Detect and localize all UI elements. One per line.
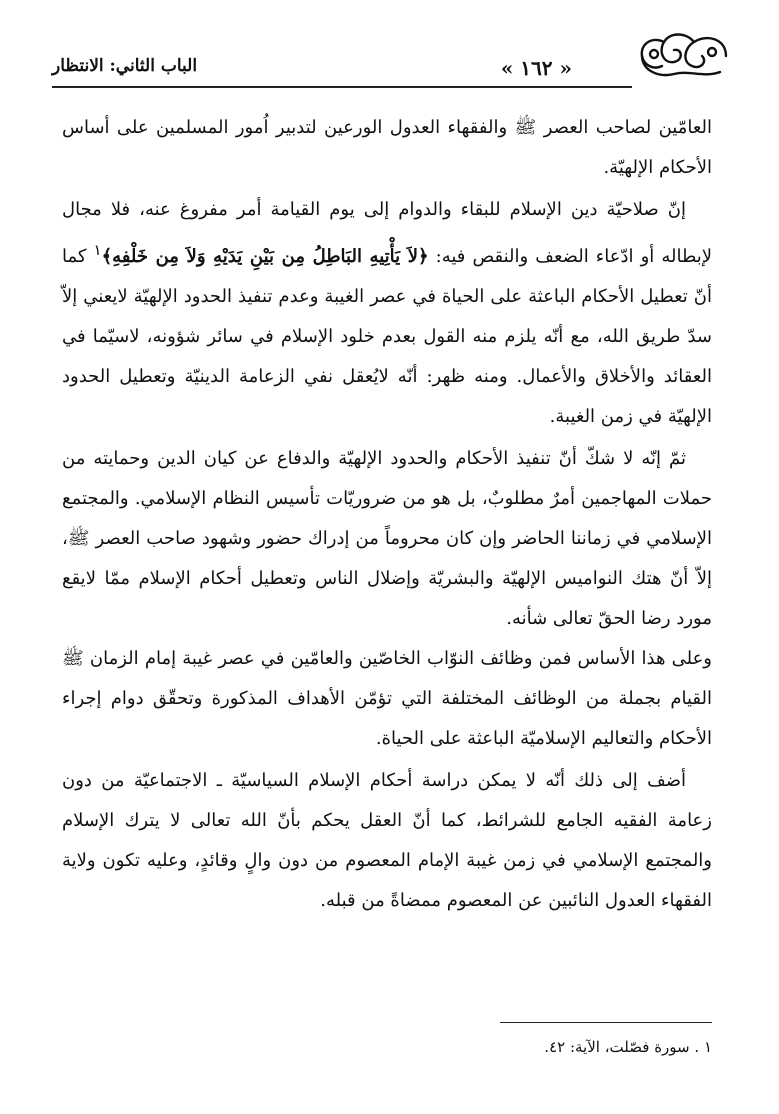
main-text [62,108,712,921]
page-number: « ١٦٢ » [500,56,572,80]
page-header [52,26,728,86]
footnote-divider [500,1022,712,1023]
footnote-ref: ١ [93,241,102,259]
paragraph: وعلى هذا الأساس فمن وظائف النوّاب الخاصّين والعامّين في عصر غيبة إمام الزمان ﷺ القيام بجملة من الوظائف المختلفة التي تؤمّن الأهداف المذكورة وتحقّق دوام إجراء الأحكام والتعاليم الإسلاميّة الباعثة على الحياة. [62,648,712,749]
paragraph: ثمّ إنّه لا شكّ أنّ تنفيذ الأحكام والحدود الإلهيّة والدفاع عن كيان الدين وحمايته من حملات المهاجمين أمرٌ مطلوبٌ، بل هو من ضروريّات تأسيس النظام الإسلامي. والمجتمع الإسلامي في زماننا الحاضر وإن كان محروماً من إدراك حضور وشهود صاحب العصر ﷺ، إلاّ أنّ هتك النواميس الإلهيّة والبشريّة وإضلال الناس وتعطيل أحكام الإسلام ممّا لايقع مورد رضا الحقّ تعالى شأنه. [62,448,712,629]
paragraph [62,190,712,437]
footnote: ١ . سورة فصّلت، الآية: ٤٢. [544,1038,712,1056]
paragraph-text: إنّ صلاحيّة دين الإسلام للبقاء والدوام إلى يوم القيامة أمر مفروغ عنه، فلا مجال لإبطاله أو ادّعاء الضعف والنقص فيه: [62,199,712,267]
ornament-icon [634,26,732,84]
quran-verse: ﴿لاَ يَأْتِيهِ البَاطِلُ مِن بَيْنِ يَدَيْهِ وَلاَ مِن خَلْفِهِ﴾ [101,246,429,267]
paragraph: أضف إلى ذلك أنّه لا يمكن دراسة أحكام الإسلام السياسيّة ـ الاجتماعيّة من دون زعامة الفقيه الجامع للشرائط، كما أنّ العقل يحكم بأنّ الله تعالى لا يترك الإسلام والمجتمع الإسلامي في زمن غيبة الإمام المعصوم من دون والٍ وقائدٍ، وعليه تكون ولاية الفقهاء العدول النائبين عن المعصوم ممضاةً من قبله. [62,770,712,911]
paragraph-text: كما أنّ تعطيل الأحكام الباعثة على الحياة في عصر الغيبة وعدم تنفيذ الحدود الإلهيّة لايعني إلاّ سدّ طريق الله، مع أنّه يلزم منه القول بعدم خلود الإسلام في سائر شؤونه، لاسيّما في العقائد والأخلاق والأعمال. ومنه ظهر: أنّه لايُعقل نفي الزعامة الدينيّة وتعطيل الحدود الإلهيّة في زمن الغيبة. [62,246,712,427]
chapter-title: الباب الثاني: الانتظار [52,56,198,76]
header-divider [52,86,632,88]
paragraph: العامّين لصاحب العصر ﷺ والفقهاء العدول الورعين لتدبير اُمور المسلمين على أساس الأحكام الإلهيّة. [62,117,712,178]
